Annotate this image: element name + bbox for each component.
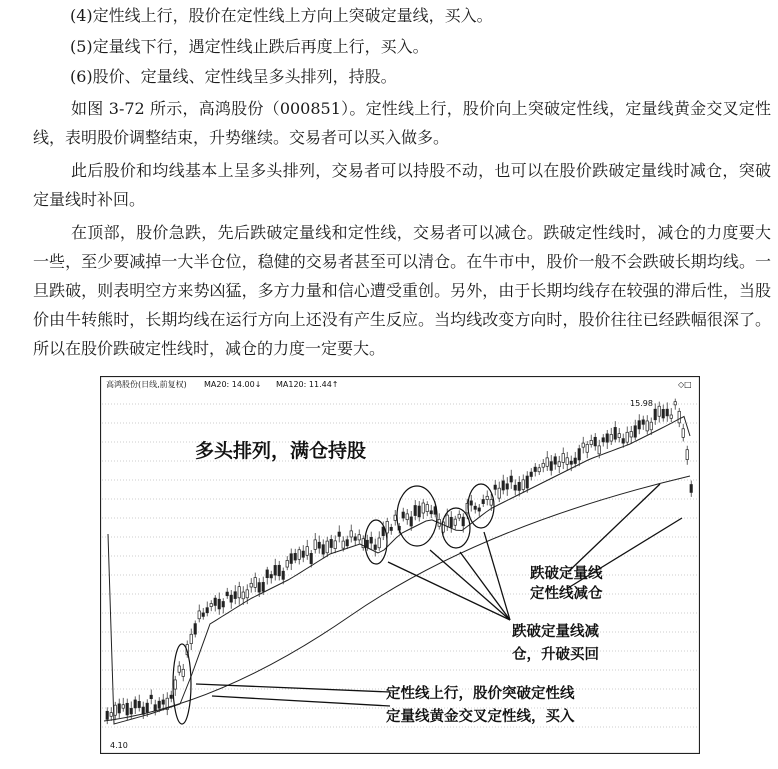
- candle-body: [522, 480, 524, 490]
- candle-body: [646, 421, 648, 431]
- candle-body: [658, 406, 660, 416]
- candle-body: [114, 705, 116, 715]
- candle-body: [402, 512, 404, 518]
- candle-body: [630, 432, 632, 437]
- annotation-bottom-line2: 定量线黄金交叉定性线，买入: [386, 709, 575, 725]
- candle-body: [654, 409, 656, 420]
- candle-body: [650, 422, 652, 430]
- candle-body: [130, 708, 132, 714]
- candle-body: [170, 695, 172, 698]
- candle-body: [550, 462, 552, 471]
- candle-body: [570, 461, 572, 464]
- candlestick-chart: [100, 376, 700, 754]
- low-price-label: 4.10: [110, 741, 128, 750]
- candle-body: [394, 515, 396, 520]
- annotation-bottom-line1: 定性线上行，股价突破定性线: [386, 686, 575, 702]
- top-right-icons[interactable]: ◇□: [678, 380, 692, 389]
- candle-body: [498, 488, 500, 498]
- candle-body: [138, 701, 140, 707]
- candle-body: [122, 705, 124, 708]
- annotation-mid-line1: 跌破定量线减: [512, 624, 599, 640]
- candle-body: [326, 541, 328, 553]
- candle-body: [610, 434, 612, 441]
- candle-body: [150, 695, 152, 698]
- candle-body: [274, 565, 276, 575]
- candle-body: [386, 521, 388, 533]
- candle-body: [530, 472, 532, 476]
- candle-body: [486, 496, 488, 499]
- caption-bull-arrangement: 多头排列，满仓持股: [195, 440, 367, 462]
- candle-body: [286, 560, 288, 567]
- high-price-label: 15.98: [630, 399, 653, 408]
- candle-body: [266, 570, 268, 578]
- candle-body: [538, 468, 540, 472]
- candle-body: [334, 541, 336, 549]
- candle-body: [378, 538, 380, 548]
- candle-body: [614, 427, 616, 439]
- candle-body: [278, 565, 280, 575]
- candle-body: [586, 444, 588, 452]
- candle-body: [478, 508, 480, 511]
- candle-body: [606, 434, 608, 442]
- candle-body: [506, 484, 508, 489]
- candle-body: [686, 450, 688, 460]
- candle-body: [370, 537, 372, 543]
- candle-body: [554, 457, 556, 464]
- candle-body: [674, 402, 676, 405]
- candle-body: [190, 634, 192, 643]
- candle-body: [410, 517, 412, 526]
- candle-body: [134, 700, 136, 708]
- candle-body: [670, 415, 672, 418]
- candle-body: [250, 583, 252, 587]
- candle-body: [450, 517, 452, 527]
- rule-6: (6)股价、定量线、定性线呈多头排列，持股。: [70, 67, 397, 86]
- candle-body: [490, 499, 492, 505]
- candle-body: [494, 485, 496, 489]
- candle-body: [482, 500, 484, 504]
- candle-body: [590, 440, 592, 444]
- candle-body: [358, 535, 360, 540]
- candle-body: [638, 421, 640, 429]
- candle-body: [622, 439, 624, 444]
- candle-body: [234, 592, 236, 599]
- candle-body: [258, 583, 260, 592]
- candle-body: [514, 485, 516, 490]
- candle-body: [214, 598, 216, 605]
- candle-body: [546, 458, 548, 466]
- candle-body: [510, 476, 512, 482]
- candle-body: [562, 454, 564, 463]
- candle-body: [290, 554, 292, 564]
- candle-body: [110, 713, 112, 717]
- candle-body: [338, 532, 340, 536]
- candle-body: [314, 540, 316, 550]
- candle-body: [322, 545, 324, 554]
- annotation-top-line2: 定性线减仓: [530, 586, 603, 602]
- candle-body: [634, 426, 636, 437]
- candle-body: [146, 703, 148, 712]
- candle-body: [406, 514, 408, 520]
- candle-body: [682, 429, 684, 438]
- candle-body: [182, 669, 184, 676]
- candle-body: [598, 446, 600, 454]
- paragraph-3: 在顶部，股价急跌，先后跌破定量线和定性线，交易者可以减仓。跌破定性线时，减仓的力度要大一些，至少要减掉一大半仓位，稳健的交易者甚至可以清仓。在牛市中，股价一般不会跌破长期均线。一旦跌破，则表明空方来势凶猛，多方力量和信心遭受重创。另外，由于长期均线存在较强的滞后性，当股价由牛转熊时，长期均线在运行方向上还没有产生反应。当均线改变方向时，股价往往已经跌幅很深了。所以在股价跌破定性线时，减仓的力度一定要大。: [33, 223, 771, 358]
- candle-body: [106, 711, 108, 719]
- candle-body: [350, 531, 352, 537]
- rule-5: (5)定量线下行，遇定性线止跌后再度上行，买入。: [70, 37, 429, 56]
- candle-body: [414, 506, 416, 516]
- paragraph-1: 如图 3-72 所示，高鸿股份（000851）。定性线上行，股价向上突破定性线，定量线黄金交叉定性线，表明股价调整结束，升势继续。交易者可以买入做多。: [33, 99, 771, 147]
- candle-body: [118, 704, 120, 713]
- candle-body: [198, 611, 200, 619]
- candle-body: [330, 539, 332, 547]
- candle-body: [254, 578, 256, 588]
- candle-body: [418, 506, 420, 517]
- candle-body: [558, 462, 560, 467]
- candle-body: [502, 481, 504, 490]
- candle-body: [342, 541, 344, 548]
- candle-body: [210, 604, 212, 607]
- candle-body: [474, 506, 476, 509]
- candle-body: [354, 537, 356, 540]
- candle-body: [126, 703, 128, 715]
- candle-body: [430, 511, 432, 514]
- candle-body: [374, 545, 376, 550]
- candle-body: [574, 458, 576, 463]
- candle-body: [262, 582, 264, 591]
- candle-body: [310, 553, 312, 563]
- candle-body: [642, 420, 644, 424]
- candle-body: [346, 540, 348, 546]
- annotation-mid-line2: 仓，升破买回: [512, 647, 599, 663]
- candle-body: [298, 550, 300, 560]
- candle-body: [270, 575, 272, 578]
- ma120-label: MA120: 11.44↑: [276, 380, 339, 389]
- candle-body: [222, 601, 224, 606]
- candle-body: [678, 411, 680, 423]
- rule-4: (4)定性线上行，股价在定性线上方向上突破定量线，买入。: [70, 6, 493, 25]
- ma20-label: MA20: 14.00↓: [204, 380, 262, 389]
- candle-body: [690, 485, 692, 493]
- candle-body: [666, 409, 668, 416]
- candle-body: [230, 595, 232, 602]
- candle-body: [662, 409, 664, 418]
- candle-body: [174, 680, 176, 689]
- candle-body: [462, 517, 464, 526]
- candle-body: [154, 705, 156, 711]
- candle-body: [618, 434, 620, 438]
- candle-body: [446, 515, 448, 526]
- candle-body: [294, 553, 296, 560]
- candle-body: [226, 592, 228, 596]
- candle-body: [426, 505, 428, 512]
- candle-body: [178, 666, 180, 672]
- chart-header-title: 高鸿股份(日线,前复权): [106, 380, 187, 389]
- candle-body: [626, 432, 628, 442]
- candle-body: [578, 449, 580, 460]
- candle-body: [162, 700, 164, 704]
- candle-body: [158, 701, 160, 708]
- paragraph-2: 此后股价和均线基本上呈多头排列，交易者可以持股不动，也可以在股价跌破定量线时减仓，突破定量线时补回。: [33, 161, 771, 209]
- candle-body: [470, 501, 472, 505]
- candle-body: [366, 540, 368, 547]
- candle-body: [246, 590, 248, 598]
- candle-body: [526, 476, 528, 488]
- candle-body: [194, 624, 196, 634]
- candle-body: [390, 527, 392, 530]
- candle-body: [202, 613, 204, 616]
- candle-body: [206, 608, 208, 613]
- candle-body: [422, 503, 424, 513]
- stock-chart-figure: [100, 376, 700, 754]
- candle-body: [518, 482, 520, 490]
- candle-body: [542, 463, 544, 467]
- candle-body: [282, 571, 284, 579]
- candle-body: [458, 514, 460, 518]
- candle-body: [306, 547, 308, 556]
- candle-body: [594, 437, 596, 446]
- annotation-top-line1: 跌破定量线: [530, 566, 603, 582]
- candle-body: [602, 438, 604, 442]
- candle-body: [238, 587, 240, 598]
- candle-body: [454, 519, 456, 525]
- candle-body: [242, 592, 244, 599]
- candle-body: [318, 542, 320, 548]
- candle-body: [218, 599, 220, 609]
- candle-body: [582, 443, 584, 447]
- candle-body: [302, 551, 304, 557]
- candle-body: [534, 467, 536, 471]
- candle-body: [566, 458, 568, 465]
